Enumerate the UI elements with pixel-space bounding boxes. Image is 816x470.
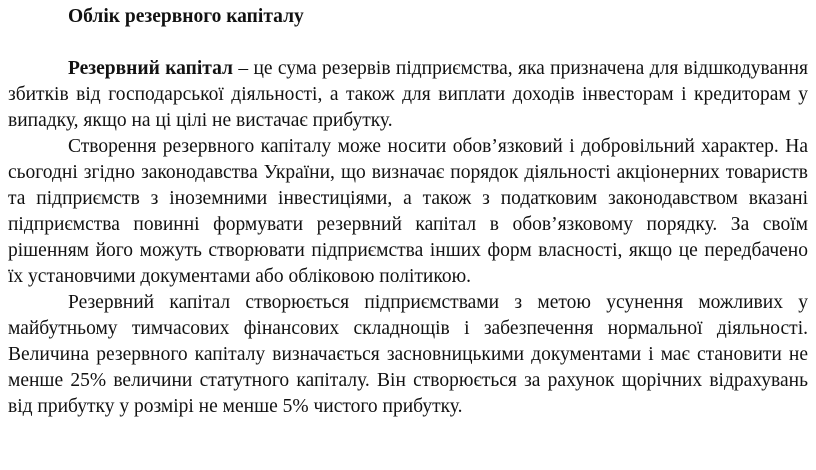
paragraph-purpose: Резервний капітал створюється підприємствами з метою усунення можливих у майбутньому тимчасових фінансових складнощів і забезпечення нормальної діяльності. Величина резервного капіталу визначається засновницькими документами і має становити не менше 25% величини статутного капіталу. Він створюється за рахунок щорічних відрахувань від прибутку у розмірі не менше 5% чистого прибутку.: [8, 292, 808, 417]
defined-term: Резервний капітал: [68, 58, 233, 79]
document-page: [8, 0, 808, 420]
paragraph-definition: [8, 56, 808, 134]
document-title: Облік резервного капіталу: [68, 6, 304, 27]
definition-text: – це сума резервів підприємства, яка призначена для відшкодування збитків від господарської діяльності, а також для виплати доходів інвесторам і кредиторам у випадку, якщо на ці цілі не вистачає прибутку.: [8, 58, 808, 131]
blank-line: [8, 30, 808, 56]
paragraph-creation: Створення резервного капіталу може носити обов’язковий і добровільний характер. На сьогодні згідно законодавства України, що визначає порядок діяльності акціонерних товариств та підприємств з іноземними інвестиціями, а також з податковим законодавством вказані підприємства повинні формувати резервний капітал в обов’язковому порядку. За своїм рішенням його можуть створювати підприємства інших форм власності, якщо це передбачено їх установчими документами або обліковою політикою.: [8, 136, 808, 287]
